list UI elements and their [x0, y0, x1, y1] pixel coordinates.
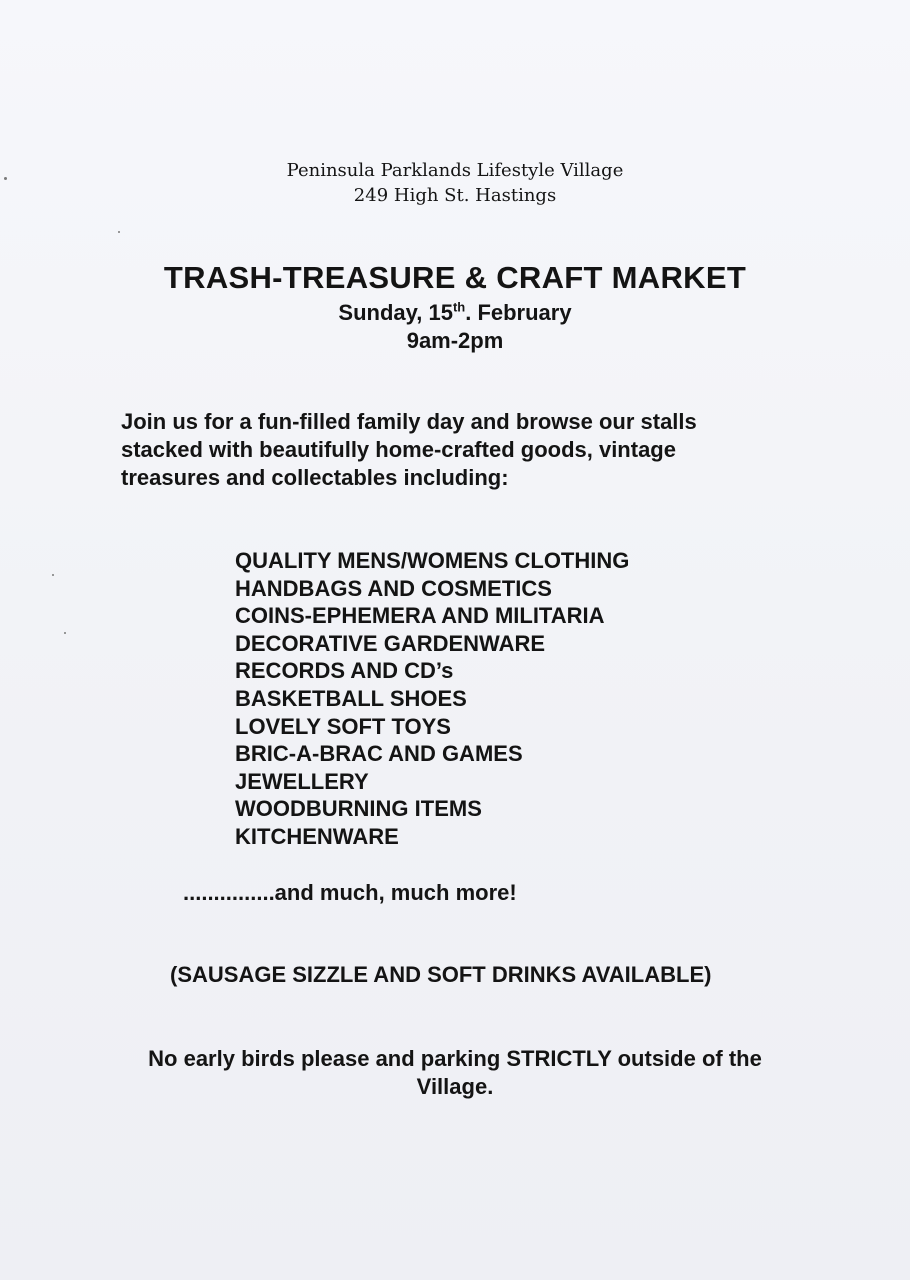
refreshments-note: (SAUSAGE SIZZLE AND SOFT DRINKS AVAILABLE) [170, 962, 712, 987]
event-date-suffix: . February [465, 300, 572, 325]
list-item: RECORDS AND CD’s [235, 658, 454, 684]
item-list [235, 547, 629, 851]
event-date-ordinal: th [452, 299, 466, 315]
list-item: QUALITY MENS/WOMENS CLOTHING [235, 548, 630, 573]
parking-notice-line: No early birds please and parking STRICTLY outside of the [148, 1046, 762, 1071]
list-item: BASKETBALL SHOES [235, 685, 467, 711]
paper-speck [64, 632, 66, 634]
paper-speck [52, 574, 54, 576]
event-date-prefix: Sunday, 15 [338, 300, 453, 325]
list-item: WOODBURNING ITEMS [235, 796, 482, 822]
intro-line: stacked with beautifully home-crafted goods, vintage [121, 437, 676, 462]
event-date [0, 300, 910, 326]
list-item: KITCHENWARE [235, 823, 399, 849]
parking-notice [0, 1045, 910, 1101]
intro-line: Join us for a fun-filled family day and browse our stalls [121, 409, 697, 434]
list-item: BRIC-A-BRAC AND GAMES [235, 741, 523, 767]
venue-name: Peninsula Parklands Lifestyle Village [286, 160, 624, 181]
list-item: LOVELY SOFT TOYS [235, 713, 451, 739]
list-item: JEWELLERY [235, 768, 369, 794]
list-item: DECORATIVE GARDENWARE [235, 630, 546, 656]
intro-line: treasures and collectables including: [121, 465, 509, 490]
event-time: 9am-2pm [406, 328, 504, 353]
list-item: HANDBAGS AND COSMETICS [235, 575, 552, 601]
list-item: COINS-EPHEMERA AND MILITARIA [235, 603, 605, 629]
more-text: ...............and much, much more! [183, 880, 517, 905]
venue-address: 249 High St. Hastings [353, 185, 557, 206]
parking-notice-line: Village. [416, 1074, 494, 1099]
paper-speck [118, 231, 120, 233]
event-title: TRASH-TREASURE & CRAFT MARKET [163, 260, 747, 295]
intro-paragraph [121, 408, 801, 492]
